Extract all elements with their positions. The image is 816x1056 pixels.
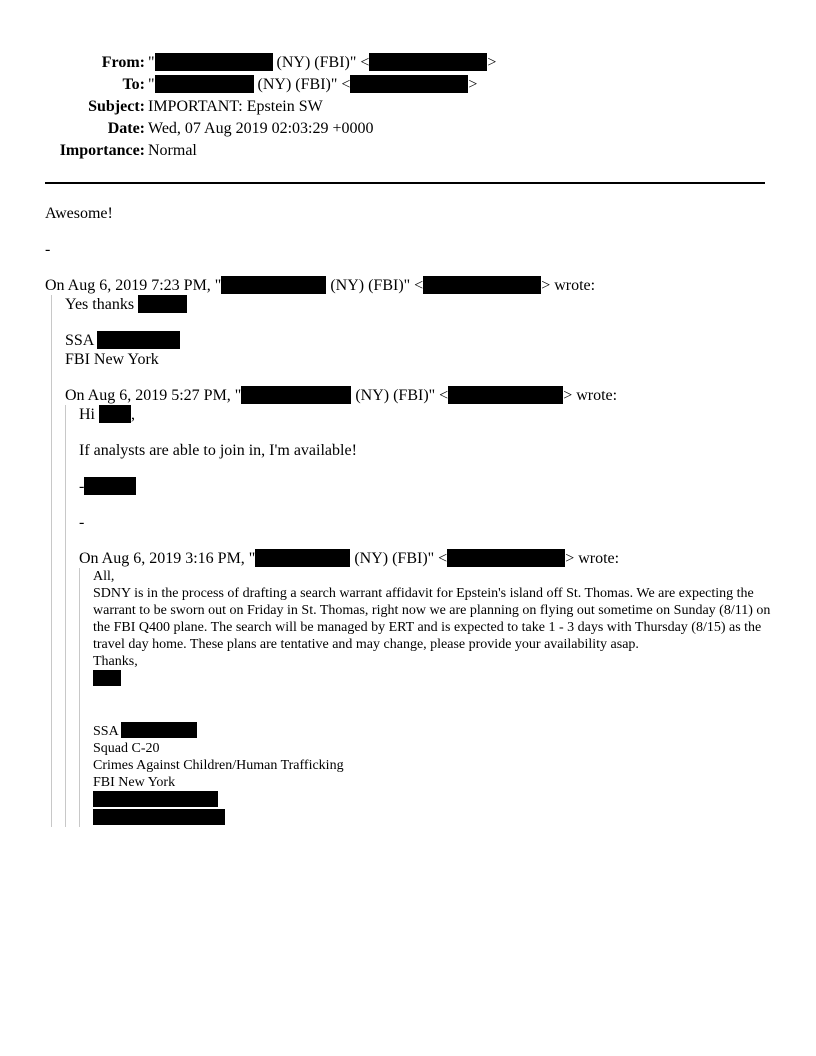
redaction-block xyxy=(84,477,136,495)
to-label: To: xyxy=(122,76,145,93)
reply3-sig-ssa: SSA xyxy=(93,722,775,740)
importance-label: Importance: xyxy=(59,142,145,159)
redaction-block xyxy=(221,276,326,294)
reply3-body: SDNY is in the process of drafting a search warrant affidavit for Epstein's island off St. Thomas. We are expecting the warrant to be sworn out on Friday in St. Thomas, right now we are planning on flying out sometime on Sunday (8/11) on the FBI Q400 plane. The search will be managed by ERT and is expected to take 1 - 3 days with Thursday (8/15) as the travel day home. These plans are tentative and may change, please provide your availability asap. xyxy=(93,586,771,652)
reply2-signature: - xyxy=(79,477,775,496)
redaction-block xyxy=(97,331,180,349)
redaction-block xyxy=(138,295,187,313)
reply3-sender xyxy=(93,670,775,688)
reply3-intro: On Aug 6, 2019 3:16 PM, " (NY) (FBI)" < > wrote: xyxy=(79,550,620,567)
redaction-block xyxy=(93,670,121,686)
quote-level-1 xyxy=(51,295,775,827)
quote-level-3 xyxy=(79,568,775,827)
from-label: From: xyxy=(101,54,145,71)
subject-row xyxy=(45,96,496,118)
subject-value: IMPORTANT: Epstein SW xyxy=(148,98,323,115)
to-value: " (NY) (FBI)" < > xyxy=(148,76,478,93)
reply3-sig-redacted-2 xyxy=(93,809,775,827)
redaction-block xyxy=(155,53,273,71)
date-label: Date: xyxy=(107,120,145,137)
subject-label: Subject: xyxy=(88,98,145,115)
redaction-block xyxy=(448,386,563,404)
quote-level-2 xyxy=(65,405,775,827)
reply2-body: If analysts are able to join in, I'm available! xyxy=(79,442,357,459)
redaction-block xyxy=(99,405,131,423)
reply2-hi: Hi , xyxy=(79,406,135,423)
header-divider xyxy=(45,182,765,184)
reply3-thanks: Thanks, xyxy=(93,654,138,669)
from-row xyxy=(45,52,496,74)
reply2-intro: On Aug 6, 2019 5:27 PM, " (NY) (FBI)" < > wrote: xyxy=(65,387,618,404)
importance-row xyxy=(45,140,496,162)
message-body xyxy=(45,204,775,827)
reply2-dash: - xyxy=(79,514,85,531)
reply3-sig-unit: Crimes Against Children/Human Trafficking xyxy=(93,758,344,773)
redaction-block xyxy=(350,75,468,93)
reply1-intro: On Aug 6, 2019 7:23 PM, " (NY) (FBI)" < > wrote: xyxy=(45,277,596,294)
reply1-sig-office: FBI New York xyxy=(65,351,159,368)
date-row xyxy=(45,118,496,140)
redaction-block xyxy=(93,791,218,807)
redaction-block xyxy=(255,549,350,567)
greeting: Awesome! xyxy=(45,205,113,222)
importance-value: Normal xyxy=(148,142,197,159)
email-header xyxy=(45,52,496,162)
reply1-sig-ssa: SSA xyxy=(65,331,775,350)
redaction-block xyxy=(447,549,565,567)
reply1-line: Yes thanks xyxy=(65,295,775,314)
redaction-block xyxy=(121,722,197,738)
reply3-sig-redacted-1 xyxy=(93,791,775,809)
redaction-block xyxy=(423,276,541,294)
date-value: Wed, 07 Aug 2019 02:03:29 +0000 xyxy=(148,120,374,137)
reply3-all: All, xyxy=(93,569,115,584)
dash-separator: - xyxy=(45,241,51,258)
reply3-sig-office: FBI New York xyxy=(93,775,176,790)
to-row xyxy=(45,74,496,96)
redaction-block xyxy=(93,809,225,825)
redaction-block xyxy=(241,386,351,404)
from-value: " (NY) (FBI)" < > xyxy=(148,54,497,71)
redaction-block xyxy=(369,53,487,71)
reply3-sig-squad: Squad C-20 xyxy=(93,741,160,756)
redaction-block xyxy=(155,75,254,93)
